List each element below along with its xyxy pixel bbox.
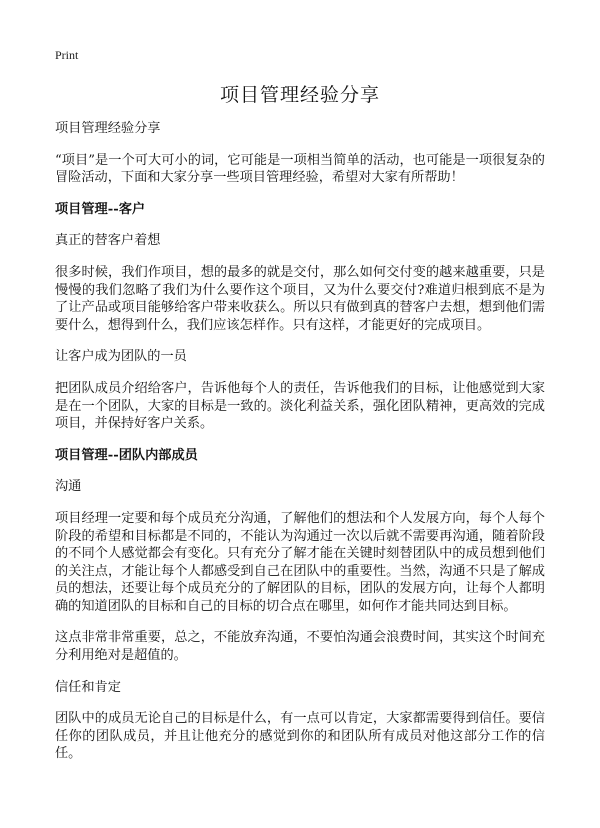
document-body [55, 120, 545, 763]
paragraph-communication-importance: 这点非常非常重要，总之，不能放弃沟通，不要怕沟通会浪费时间，其实这个时间充分利用绝对是超值的。 [55, 630, 545, 664]
subheading-trust: 信任和肯定 [55, 679, 121, 695]
paragraph-communication: 项目经理一定要和每个成员充分沟通，了解他们的想法和个人发展方向，每个人每个阶段的希望和目标都是不同的，不能认为沟通过一次以后就不需要再沟通，随着阶段的不同个人感觉都会有变化。只有充分了解才能在关键时刻替团队中的成员想到他们的关注点，才能让每个人都感受到自己在团队中的重要性。当然，沟通不只是了解成员的想法，还要让每个成员充分的了解团队的目标，团队的发展方向，让每个人都明确的知道团队的目标和自己的目标的切合点在哪里，如何作才能共同达到目标。 [55, 510, 545, 614]
paragraph-trust: 团队中的成员无论自己的目标是什么，有一点可以肯定，大家都需要得到信任。要信任你的团队成员，并且让他充分的感觉到你的和团队所有成员对他这部分工作的信任。 [55, 711, 545, 762]
intro-paragraph: “项目”是一个可大可小的词，它可能是一项相当简单的活动，也可能是一项很复杂的冒险活动，下面和大家分享一些项目管理经验，希望对大家有所帮助！ [55, 152, 545, 186]
paragraph-client-as-member: 把团队成员介绍给客户，告诉他每个人的责任，告诉他我们的目标，让他感觉到大家是在一个团队，大家的目标是一致的。淡化利益关系，强化团队精神，更高效的完成项目，并保持好客户关系。 [55, 380, 545, 432]
section-heading-team: 项目管理--团队内部成员 [55, 447, 198, 463]
subheading-communication: 沟通 [55, 479, 82, 495]
print-link[interactable]: Print [55, 48, 79, 62]
paragraph-care-for-client: 很多时候，我们作项目，想的最多的就是交付，那么如何交付变的越来越重要，只是慢慢的我们忽略了我们为什么要作这个项目，又为什么要交付?难道归根到底不是为了让产品或项目能够给客户带来收获么。所以只有做到真的替客户去想，想到他们需要什么，想得到什么，我们应该怎样作。只有这样，才能更好的完成项目。 [55, 264, 545, 333]
subtitle: 项目管理经验分享 [55, 121, 161, 136]
page-title: 项目管理经验分享 [219, 84, 380, 106]
section-heading-client: 项目管理--客户 [55, 201, 146, 217]
subheading-care-for-client: 真正的替客户着想 [55, 233, 161, 249]
subheading-client-as-member: 让客户成为团队的一员 [55, 349, 187, 365]
